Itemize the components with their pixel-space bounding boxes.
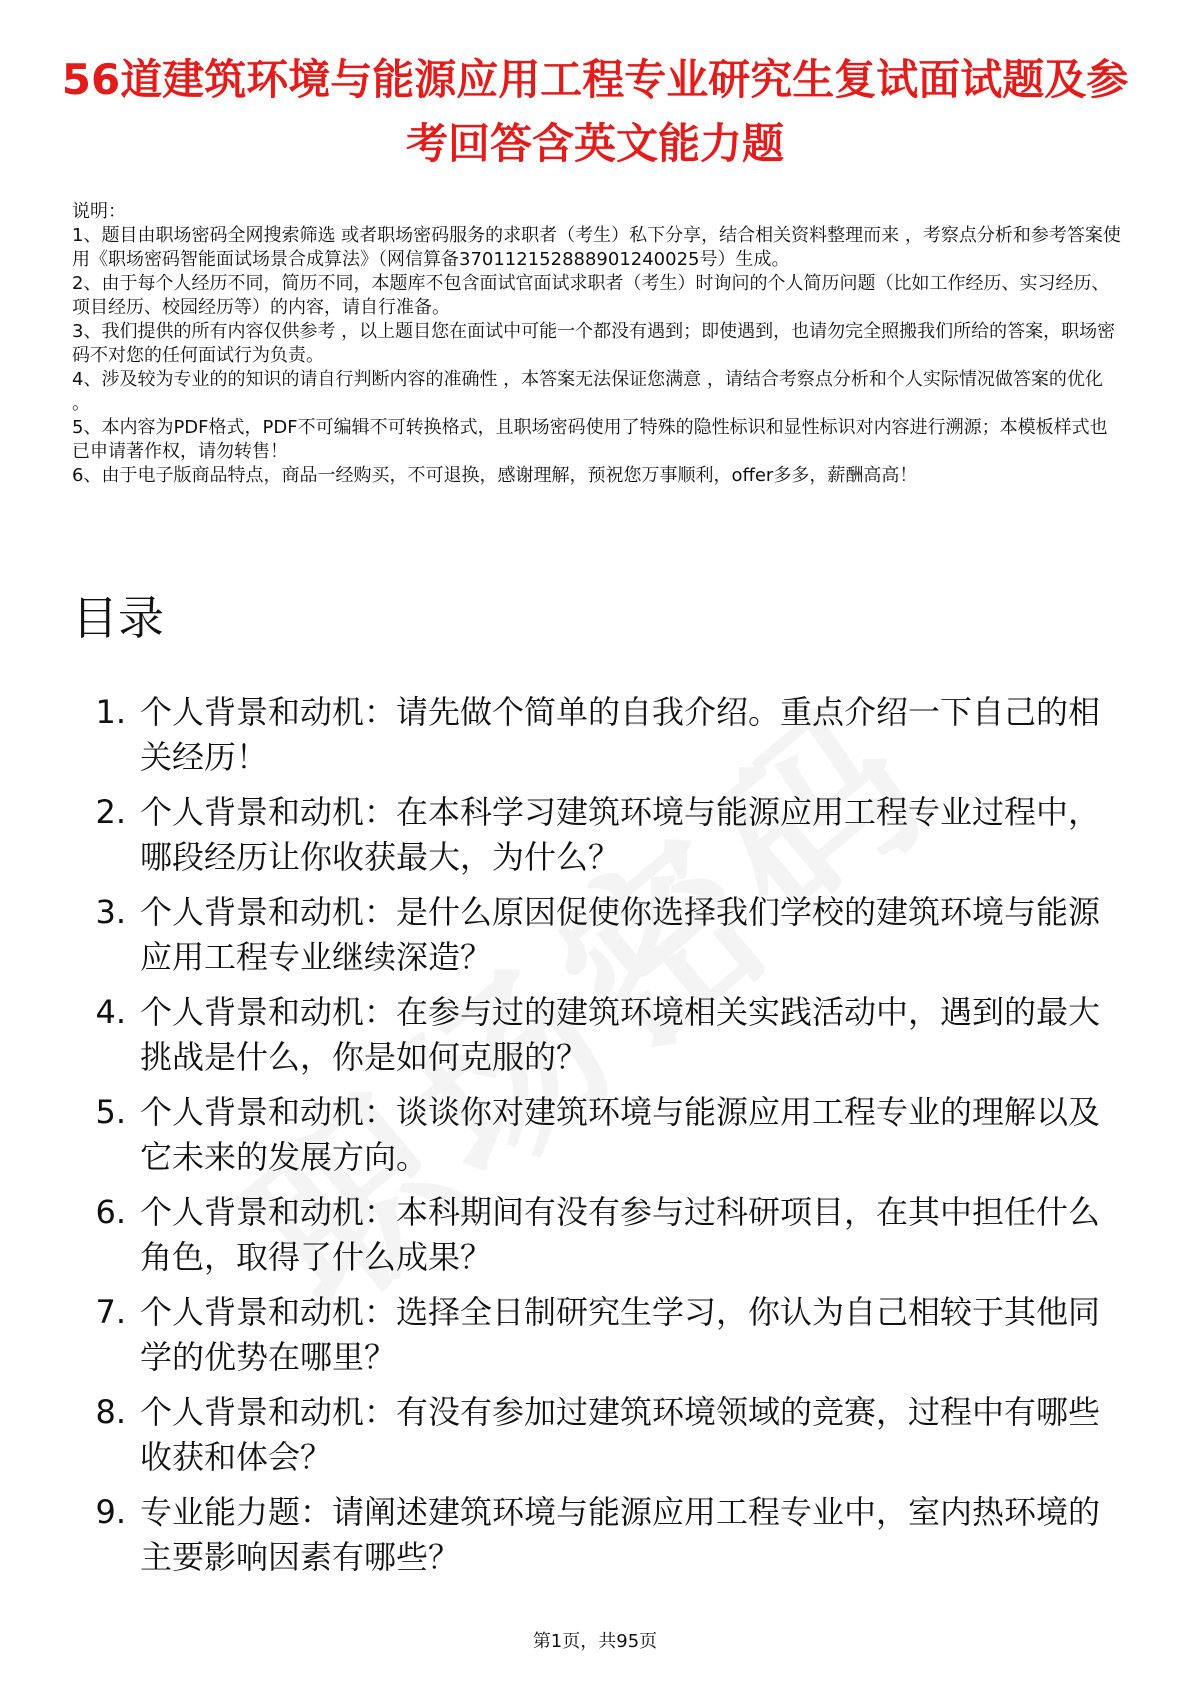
- notes-item: 5、本内容为PDF格式，PDF不可编辑不可转换格式，且职场密码使用了特殊的隐性标识和显性标识对内容进行溯源；本模板样式也已申请著作权，请勿转售！: [72, 417, 1108, 462]
- toc-item-number: 8.: [95, 1393, 126, 1431]
- toc-item-number: 1.: [95, 693, 126, 731]
- toc-item-text: 个人背景和动机：请先做个简单的自我介绍。重点介绍一下自己的相关经历！: [140, 693, 1101, 776]
- toc-item[interactable]: [72, 1490, 1112, 1580]
- document-title: 56道建筑环境与能源应用工程专业研究生复试面试题及参考回答含英文能力题: [61, 55, 1129, 168]
- notes-item: 1、题目由职场密码全网搜索筛选 或者职场密码服务的求职者（考生）私下分享，结合相关资料整理而来 ，考察点分析和参考答案使用《职场密码智能面试场景合成算法》（网信算备370112152888901240025号）生成。: [72, 225, 1121, 270]
- toc-item-number: 3.: [95, 893, 126, 931]
- toc-item-number: 5.: [95, 1093, 126, 1131]
- toc-item-number: 7.: [95, 1293, 126, 1331]
- toc-item-number: 6.: [95, 1193, 126, 1231]
- toc-item-number: 2.: [95, 793, 126, 831]
- toc-item-text: 个人背景和动机：本科期间有没有参与过科研项目，在其中担任什么角色，取得了什么成果？: [140, 1193, 1101, 1276]
- toc-item-number: 4.: [95, 993, 126, 1031]
- toc-item-text: 专业能力题：请阐述建筑环境与能源应用工程专业中，室内热环境的主要影响因素有哪些？: [140, 1493, 1101, 1576]
- toc-item-text: 个人背景和动机：选择全日制研究生学习，你认为自己相较于其他同学的优势在哪里？: [140, 1293, 1101, 1376]
- notes-item: 4、涉及较为专业的的知识的请自行判断内容的准确性 ，本答案无法保证您满意 ，请结合考察点分析和个人实际情况做答案的优化 。: [72, 369, 1103, 414]
- page-footer: 第1页，共95页: [532, 1631, 658, 1652]
- notes-heading: 说明：: [72, 201, 126, 222]
- toc-item-text: 个人背景和动机：谈谈你对建筑环境与能源应用工程专业的理解以及它未来的发展方向。: [140, 1093, 1101, 1176]
- toc-heading: 目录: [72, 591, 164, 645]
- toc-item[interactable]: [72, 990, 1112, 1080]
- notes-item: 6、由于电子版商品特点，商品一经购买，不可退换，感谢理解，预祝您万事顺利，offer多多，薪酬高高！: [72, 465, 918, 486]
- notes-item: 2、由于每个人经历不同，简历不同，本题库不包含面试官面试求职者（考生）时询问的个人简历问题（比如工作经历、实习经历、项目经历、校园经历等）的内容，请自行准备。: [72, 273, 1110, 318]
- toc-item[interactable]: [72, 690, 1112, 780]
- toc-item[interactable]: [72, 1090, 1112, 1180]
- toc-item-text: 个人背景和动机：在本科学习建筑环境与能源应用工程专业过程中，哪段经历让你收获最大，为什么？: [140, 793, 1101, 876]
- toc-item[interactable]: [72, 1390, 1112, 1480]
- toc-item[interactable]: [72, 890, 1112, 980]
- toc-item[interactable]: [72, 790, 1112, 880]
- notes-item: 3、我们提供的所有内容仅供参考 ，以上题目您在面试中可能一个都没有遇到；即使遇到，也请勿完全照搬我们所给的答案，职场密码不对您的任何面试行为负责。: [72, 321, 1116, 366]
- toc-item-number: 9.: [95, 1493, 126, 1531]
- toc-list: [72, 690, 1112, 1590]
- notes-section: [72, 200, 1122, 488]
- toc-item-text: 个人背景和动机：是什么原因促使你选择我们学校的建筑环境与能源应用工程专业继续深造？: [140, 893, 1101, 976]
- toc-item-text: 个人背景和动机：在参与过的建筑环境相关实践活动中，遇到的最大挑战是什么，你是如何克服的？: [140, 993, 1101, 1076]
- toc-item[interactable]: [72, 1290, 1112, 1380]
- toc-item[interactable]: [72, 1190, 1112, 1280]
- toc-item-text: 个人背景和动机：有没有参加过建筑环境领域的竞赛，过程中有哪些收获和体会？: [140, 1393, 1101, 1476]
